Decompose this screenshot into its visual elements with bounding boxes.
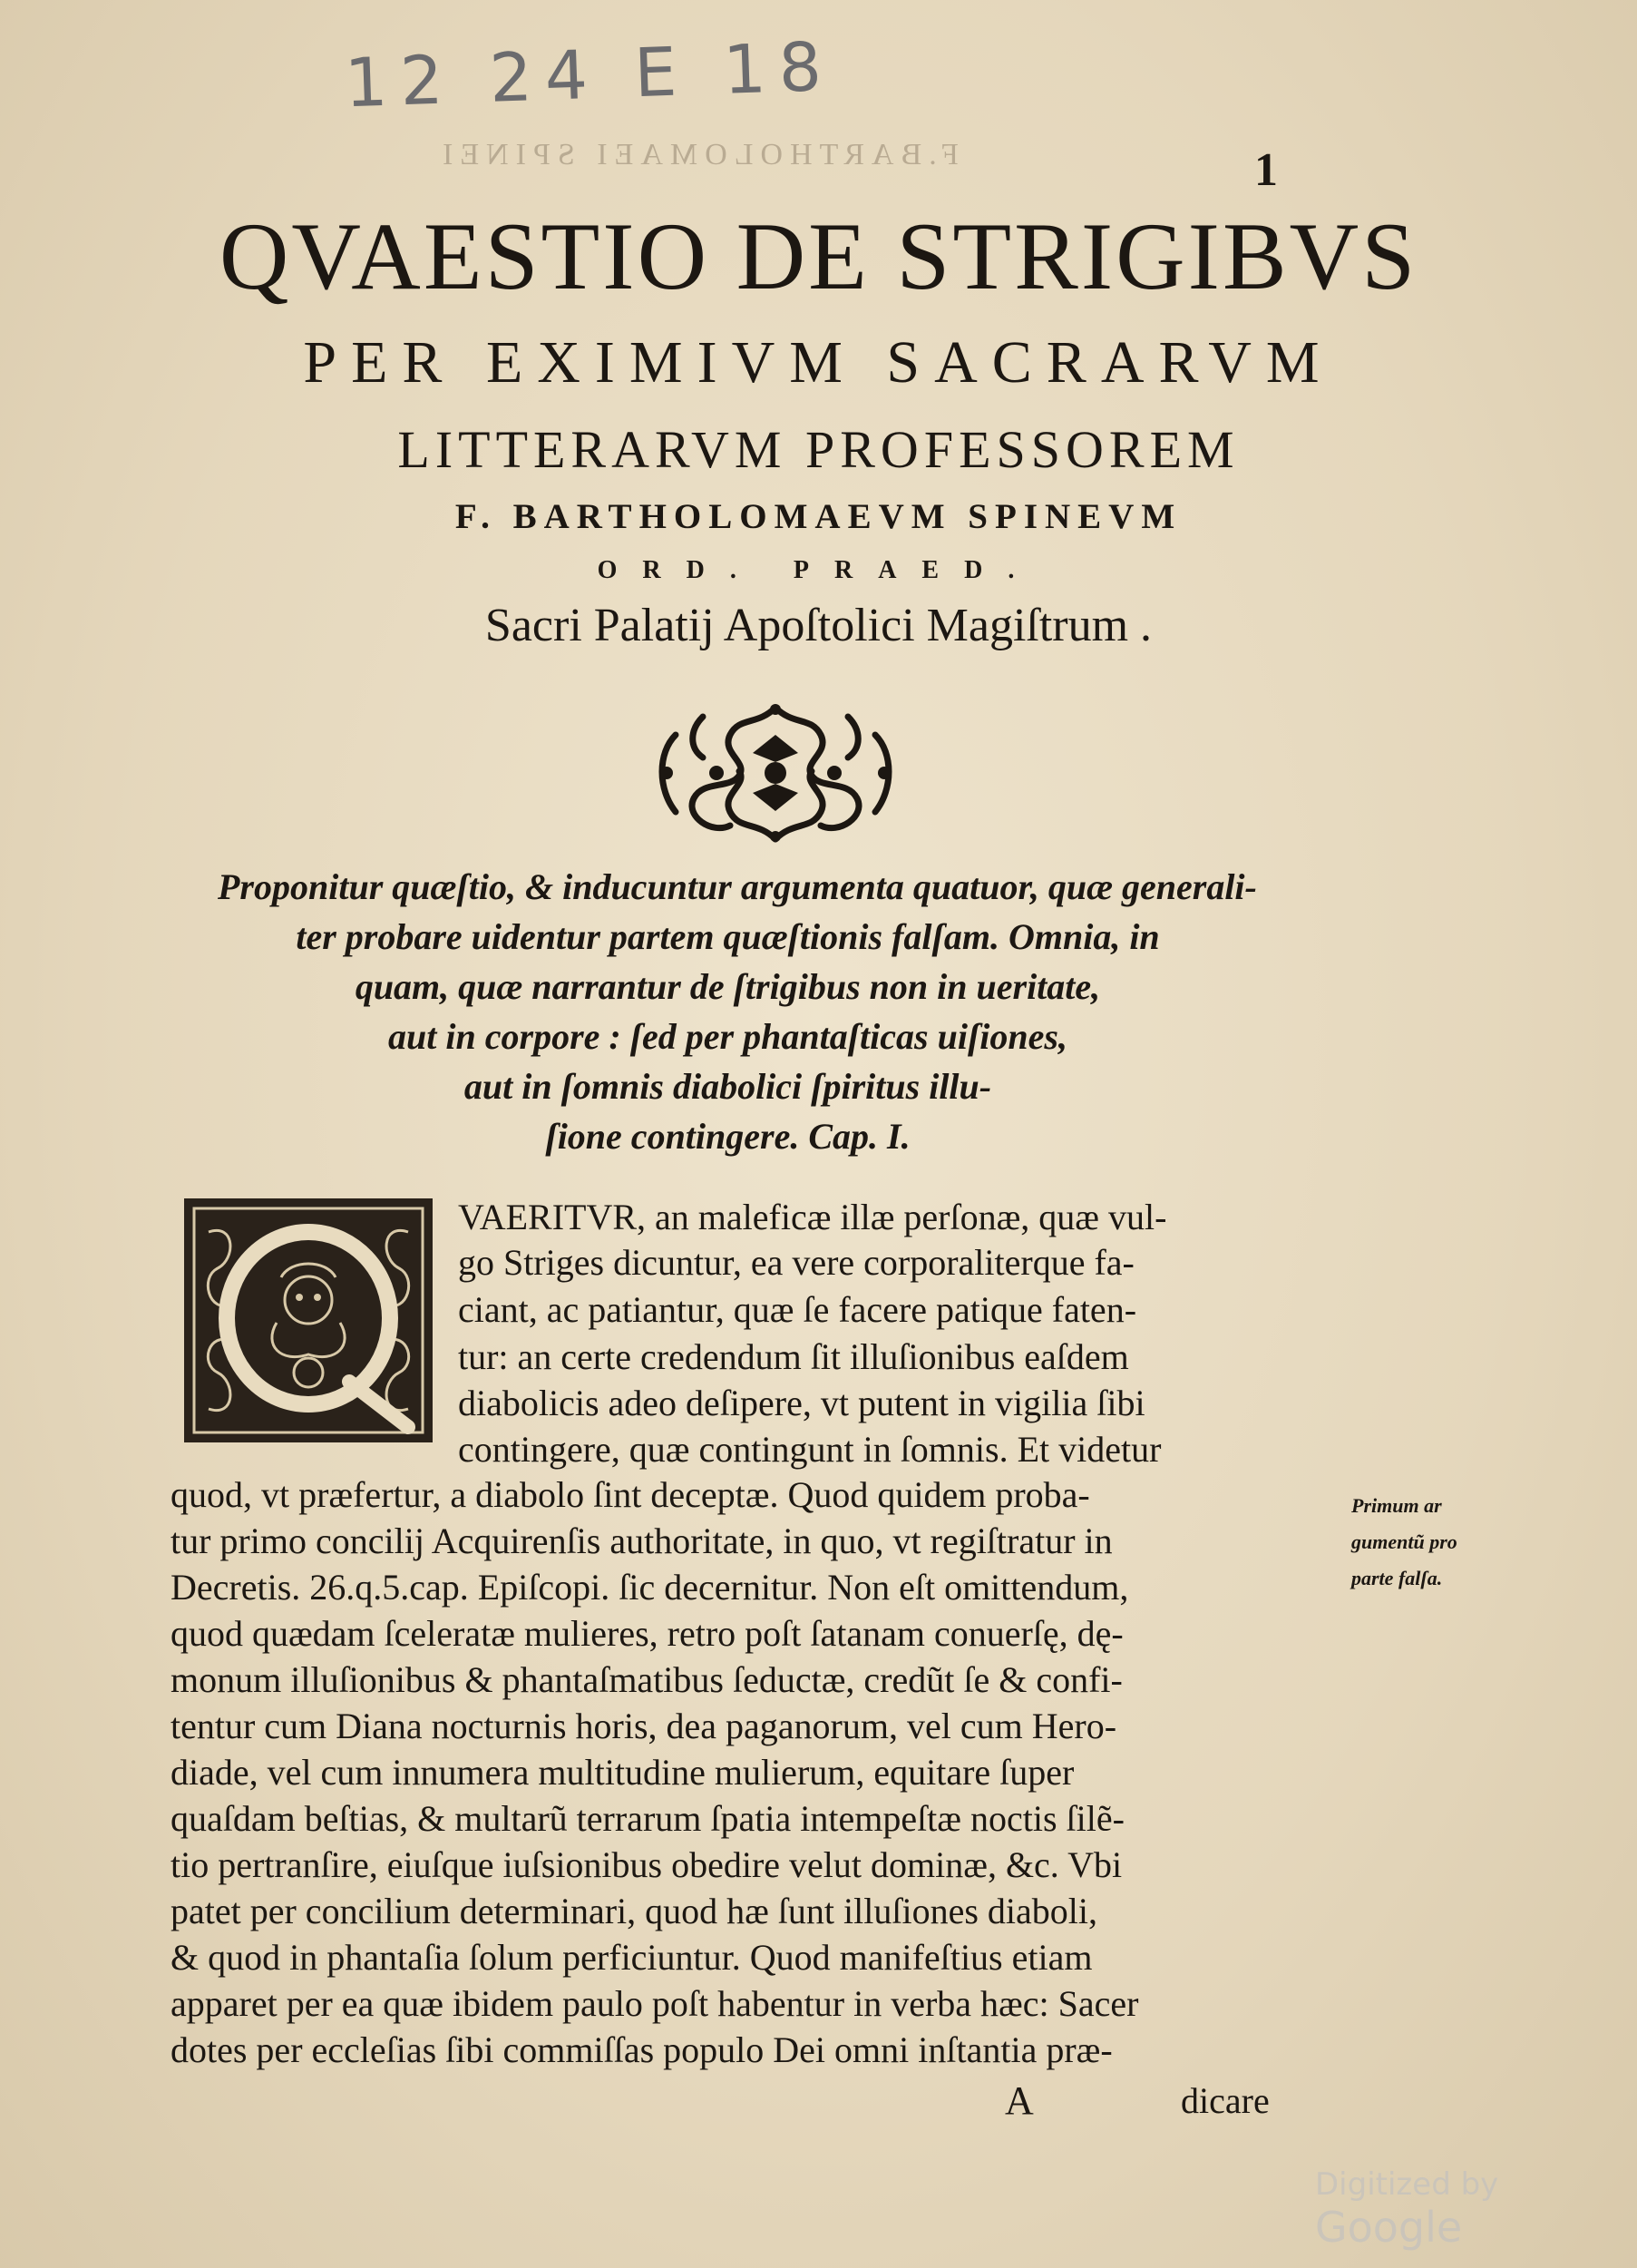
body-line: tur primo concilij Acquirenſis authoritate, in quo, vt regiſtratur in [171,1520,1113,1561]
decorated-initial-q-icon [181,1196,435,1445]
marginal-note [1351,1488,1457,1597]
body-line: monum illuſionibus & phantaſmatibus ſeductæ, credũt ſe & confi- [171,1659,1123,1700]
body-line: dotes per eccleſias ſibi commiſſas populo Dei omni inſtantia præ- [171,2029,1113,2070]
title-line-3: LITTERARVM PROFESSOREM [397,420,1240,479]
body-line: quaſdam beſtias, & multarũ terrarum ſpatia intempeſtæ noctis ſilẽ- [171,1798,1125,1839]
body-line: ciant, ac patiantur, quæ ſe facere patique faten- [458,1289,1137,1330]
body-line: quod, vt præfertur, a diabolo ſint deceptæ. Quod quidem proba- [171,1474,1090,1515]
marginal-note-line: gumentũ pro [1351,1530,1457,1553]
body-line: tio pertranſire, eiuſque iuſsionibus obedire velut dominæ, &c. Vbi [171,1844,1123,1885]
shelfmark-inscription: 12 24 E 18 [343,27,836,123]
digitization-watermark [1315,2166,1637,2252]
author-name: F. BARTHOLOMAEVM SPINEVM [454,497,1183,536]
signature-mark: A [1005,2078,1034,2123]
folio-number: 1 [1254,144,1278,196]
bleed-through-text: F.BARTHOLOMAEI SPINEI [435,138,959,171]
author-office: Sacri Palatij Apoſtolici Magiſtrum . [484,600,1153,651]
title-line-2: PER EXIMIVM SACRARVM [303,329,1334,396]
body-line: tentur cum Diana nocturnis horis, dea paganorum, vel cum Hero- [171,1706,1117,1746]
summary-line: ſione contingere. Cap. I. [545,1116,911,1157]
body-line: VAERITVR, an maleficæ illæ perſonæ, quæ vul- [458,1197,1167,1237]
watermark-prefix: Digitized by [1315,2166,1499,2203]
body-line: apparet per ea quæ ibidem paulo poſt habentur in verba hæc: Sacer [171,1983,1139,2024]
summary-line: quam, quæ narrantur de ſtrigibus non in ueritate, [355,966,1101,1007]
marginal-note-line: parte falſa. [1351,1567,1443,1589]
body-line: contingere, quæ contingunt in ſomnis. Et videtur [458,1429,1162,1470]
fleuron-ornament-icon [648,699,902,848]
body-line: quod quædam ſceleratæ mulieres, retro poſt ſatanam conuerſę, dę- [171,1613,1124,1654]
body-line: & quod in phantaſia ſolum perficiuntur. Quod manifeſtius etiam [171,1937,1093,1978]
marginal-note-line: Primum ar [1351,1494,1442,1517]
body-line: Decretis. 26.q.5.cap. Epiſcopi. ſic decernitur. Non eſt omittendum, [171,1567,1129,1608]
summary-line: aut in corpore : ſed per phantaſticas uiſiones, [388,1016,1067,1057]
body-line: go Striges dicuntur, ea vere corporaliterque fa- [458,1242,1135,1283]
summary-line: ter probare uidentur partem quæſtionis falſam. Omnia, in [296,916,1160,957]
body-line: patet per concilium determinari, quod hæ ſunt illuſiones diaboli, [171,1891,1098,1931]
body-line: tur: an certe credendum ſit illuſionibus eaſdem [458,1336,1129,1377]
watermark-brand: Google [1315,2203,1463,2252]
catchword: dicare [1181,2080,1270,2121]
summary-line: Proponitur quæſtio, & inducuntur argumenta quatuor, quæ generali- [218,866,1257,907]
body-line: diade, vel cum innumera multitudine mulierum, equitare ſuper [171,1752,1075,1793]
title-line-1: QVAESTIO DE STRIGIBVS [219,203,1418,309]
chapter-summary [145,862,1311,1161]
summary-line: aut in ſomnis diabolici ſpiritus illu- [463,1066,992,1107]
order-line: ORD. PRAED. [597,556,1040,584]
body-line: diabolicis adeo deſipere, vt putent in vigilia ſibi [458,1383,1145,1423]
